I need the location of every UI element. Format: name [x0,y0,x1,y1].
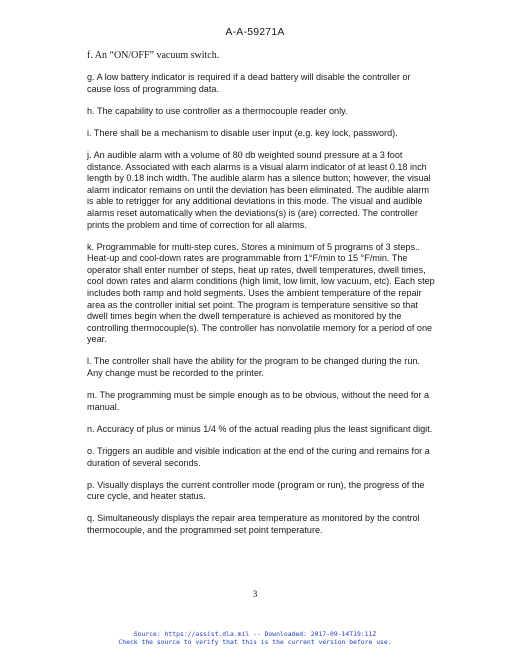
body-text [87,50,437,547]
paragraph-p: p. Visually displays the current controller mode (program or run), the progress of the cure cycle, and heater status. [87,479,425,502]
paragraph-f: f. An “ON/OFF” vacuum switch. [87,50,220,61]
paragraph-l: l. The controller shall have the ability for the program to be changed during the run. Any change must be recorded to the printer. [87,356,420,379]
document-id-header: A-A-59271A [225,26,285,38]
source-footer [0,630,510,646]
paragraph-k: k. Programmable for multi-step cures. Stores a minimum of 5 programs of 3 steps.. Heat-up and cool-down rates are programmable from 1°F/min to 15 °F/min. The operator shall enter number of steps, heat up rates, dwell temperatures, dwell times, cool down rates and alarm conditions (high limit, low limit, low vacuum, etc). Each step includes both ramp and hold segments. Uses the ambient temperature of the repair area as the controller initial set point. The program is temperature sensitive so that dwell times begin when the dwell temperature is achieved as monitored by the controlling thermocouple(s). The controller has nonvolatile memory for a period of one year. [87,241,435,345]
footer-verify-line: Check the source to verify that this is the current version before use. [118,638,392,646]
paragraph-h: h. The capability to use controller as a thermocouple reader only. [87,105,348,116]
paragraph-j: j. An audible alarm with a volume of 80 db weighted sound pressure at a 3 foot distance. Associated with each alarms is a visual alarm indicator of at least 0.18 inch length by 0.18 inch width. The audible alarm has a silence button; however, the visual alarm indicator remains on until the deviation has been eliminated. The audible alarm is able to retrigger for any additional deviations in this mode. The visual and audible alarms reset automatically when the deviations(s) is (are) corrected. The controller prints the problem and time of correction for all alarms. [87,149,431,230]
paragraph-i: i. There shall be a mechanism to disable user input (e.g. key lock, password). [87,127,398,138]
footer-source-line: Source: https://assist.dla.mil -- Downloaded: 2017-09-14T19:11Z [133,630,377,638]
paragraph-q: q. Simultaneously displays the repair area temperature as monitored by the control thermocouple, and the programmed set point temperature. [87,513,420,535]
paragraph-g: g. A low battery indicator is required if a dead battery will disable the controller or cause loss of programming data. [87,72,411,94]
paragraph-n: n. Accuracy of plus or minus 1/4 % of the actual reading plus the least significant digit. [87,423,433,434]
paragraph-m: m. The programming must be simple enough as to be obvious, without the need for a manual. [87,390,430,412]
paragraph-o: o. Triggers an audible and visible indication at the end of the curing and remains for a duration of several seconds. [87,445,430,468]
page-number: 3 [252,590,258,600]
